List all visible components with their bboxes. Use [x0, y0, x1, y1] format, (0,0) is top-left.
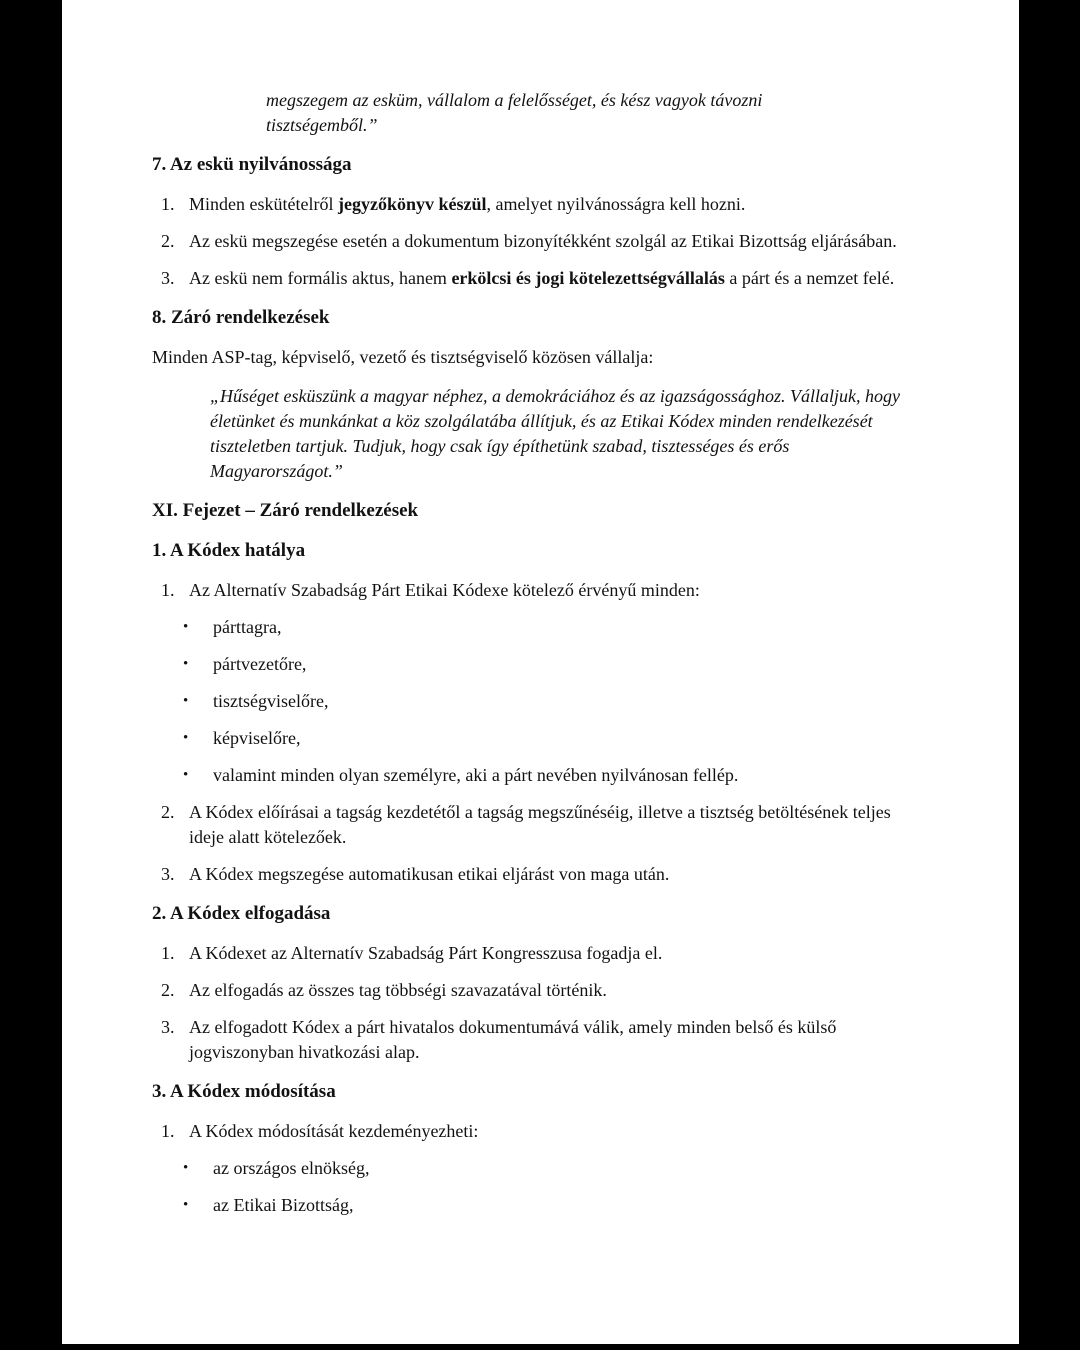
section-8-lead-paragraph: Minden ASP-tag, képviselő, vezető és tisztségviselő közösen vállalja:	[152, 347, 654, 367]
bullet-marker: •	[183, 730, 189, 746]
bullet-marker: •	[183, 656, 189, 672]
list-item	[161, 192, 905, 217]
list-item-number: 3.	[161, 864, 175, 884]
bullet-item-text: képviselőre,	[213, 728, 301, 748]
list-item-text: Minden eskütételről jegyzőkönyv készül, amelyet nyilvánosságra kell hozni.	[189, 194, 746, 214]
list-item-text: Az elfogadás az összes tag többségi szavazatával történik.	[189, 980, 607, 1000]
list-item-number: 3.	[161, 1017, 175, 1037]
bullet-item-text: az országos elnökség,	[213, 1158, 370, 1178]
list-item	[161, 800, 905, 850]
document-body	[62, 0, 914, 1218]
list-item-number: 2.	[161, 802, 175, 822]
bullet-item-text: valamint minden olyan személyre, aki a párt nevében nyilvánosan fellép.	[213, 765, 739, 785]
bullet-marker: •	[183, 619, 189, 635]
leading-quote: megszegem az esküm, vállalom a felelősséget, és kész vagyok távozni tisztségemből.”	[266, 90, 763, 135]
list-item-number: 1.	[161, 580, 175, 600]
bullet-item-text: pártvezetőre,	[213, 654, 307, 674]
section-8-heading: 8. Záró rendelkezések	[152, 307, 330, 328]
bullet-marker: •	[183, 1160, 189, 1176]
list-item-number: 2.	[161, 231, 175, 251]
list-item-number: 3.	[161, 268, 175, 288]
list-item-text: A Kódex módosítását kezdeményezheti:	[189, 1121, 479, 1141]
list-item	[161, 862, 905, 887]
bullet-list-item	[183, 615, 914, 640]
bullet-item-text: párttagra,	[213, 617, 282, 637]
list-item	[161, 941, 905, 966]
list-item	[161, 978, 905, 1003]
list-item-number: 1.	[161, 1121, 175, 1141]
list-item-text: Az eskü megszegése esetén a dokumentum bizonyítékként szolgál az Etikai Bizottság eljárásában.	[189, 231, 897, 251]
list-item	[161, 229, 905, 254]
bullet-marker: •	[183, 693, 189, 709]
chapter-11-section-3-heading: 3. A Kódex módosítása	[152, 1081, 336, 1102]
list-item	[161, 266, 905, 291]
bullet-item-text: tisztségviselőre,	[213, 691, 329, 711]
list-item-text: Az Alternatív Szabadság Párt Etikai Kódexe kötelező érvényű minden:	[189, 580, 700, 600]
bullet-item-text: az Etikai Bizottság,	[213, 1195, 354, 1215]
list-item-number: 1.	[161, 943, 175, 963]
bullet-marker: •	[183, 1197, 189, 1213]
list-item	[161, 1015, 905, 1065]
list-item-text: Az elfogadott Kódex a párt hivatalos dokumentumává válik, amely minden belső és külső jogviszonyban hivatkozási alap.	[189, 1017, 837, 1062]
list-item-text: A Kódexet az Alternatív Szabadság Párt Kongresszusa fogadja el.	[189, 943, 663, 963]
list-item-number: 2.	[161, 980, 175, 1000]
chapter-11-section-2-heading: 2. A Kódex elfogadása	[152, 903, 331, 924]
list-item-text: A Kódex megszegése automatikusan etikai eljárást von maga után.	[189, 864, 670, 884]
list-item-text: Az eskü nem formális aktus, hanem erkölcsi és jogi kötelezettségvállalás a párt és a nemzet felé.	[189, 268, 895, 288]
chapter-11-section-1-heading: 1. A Kódex hatálya	[152, 540, 306, 561]
bullet-list-item	[183, 726, 914, 751]
bullet-list-item	[183, 652, 914, 677]
document-page	[62, 0, 1019, 1344]
bullet-marker: •	[183, 767, 189, 783]
bullet-list-item	[183, 1193, 914, 1218]
bullet-list-item	[183, 763, 914, 788]
list-item	[161, 1119, 905, 1144]
bullet-list-item	[183, 689, 914, 714]
bullet-list-item	[183, 1156, 914, 1181]
section-7-heading: 7. Az eskü nyilvánossága	[152, 154, 352, 175]
list-item-number: 1.	[161, 194, 175, 214]
oath-quote: „Hűséget esküszünk a magyar néphez, a demokráciához és az igazságossághoz. Vállaljuk, hogy életünket és munkánkat a köz szolgálatába állítjuk, és az Etikai Kódex minden rendelkezését tiszteletben tartjuk. Tudjuk, hogy csak így építhetünk szabad, tisztességes és erős Magyarországot.”	[210, 386, 900, 481]
list-item-text: A Kódex előírásai a tagság kezdetétől a tagság megszűnéséig, illetve a tisztség betöltésének teljes ideje alatt kötelezőek.	[189, 802, 891, 847]
list-item	[161, 578, 905, 603]
chapter-11-heading: XI. Fejezet – Záró rendelkezések	[152, 500, 419, 521]
